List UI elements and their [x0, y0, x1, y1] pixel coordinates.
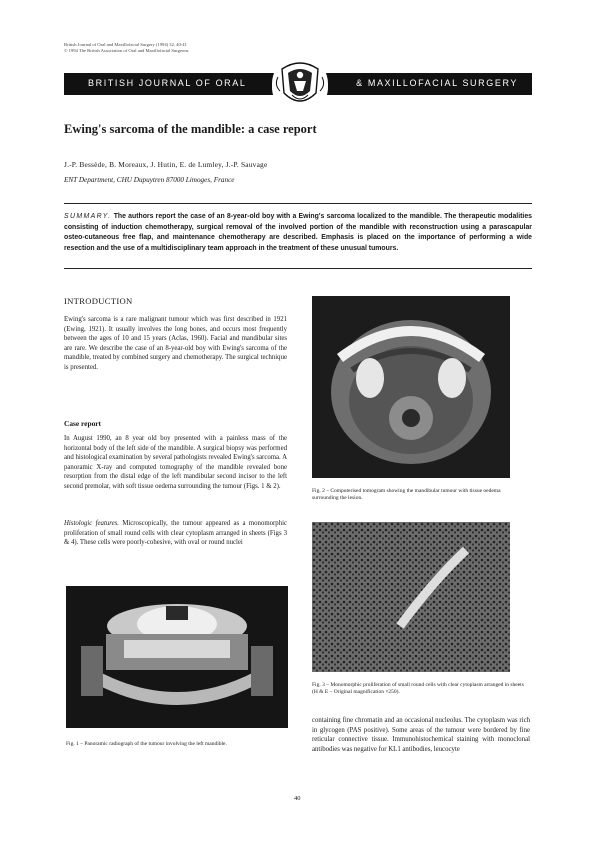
- figure-1-caption: Fig. 1 – Panoramic radiograph of the tumour involving the left mandible.: [66, 741, 227, 747]
- summary-top-rule: [64, 203, 532, 204]
- figure-3-histology: [312, 522, 510, 672]
- summary-text: The authors report the case of an 8-year-old boy with a Ewing's sarcoma localized to the mandible. The therapeutic modalities consisting of induction chemotherapy, surgical removal of the involved portion of the mandible with reconstruction using a parascapular osteo-cutaneous free flap, and maintenance chemotherapy are described. Emphasis is placed on the importance of performing a wide resection and the use of a multidisciplinary team approach in the treatment of these unusual tumours.: [64, 213, 532, 252]
- figure-3-caption: Fig. 3 – Monomorphic proliferation of small round cells with clear cytoplasm arranged in sheets (H & E – Original magnification ×250).: [312, 682, 524, 696]
- intro-heading: INTRODUCTION: [64, 296, 133, 306]
- histology-continued-text: containing fine chromatin and an occasional nucleolus. The cytoplasm was rich in glycogen (PAS positive). Some areas of the tumour were bordered by fine reticular connective tissue. Immunohistochemical staining with monoclonal antibodies was negative for KL1 antibodies, leucocyte: [312, 717, 530, 753]
- histology-paragraph: [64, 519, 287, 548]
- journal-meta: [64, 42, 188, 54]
- article-title: Ewing's sarcoma of the mandible: a case report: [64, 122, 317, 136]
- histology-text: Microscopically, the tumour appeared as a monomorphic proliferation of small round cells with clear cytoplasm arranged in sheets (Figs 3 & 4). These cells were poorly-cohesive, with oval or round nuclei: [64, 520, 287, 547]
- page-number: 40: [294, 795, 301, 802]
- journal-crest-icon: [272, 55, 328, 113]
- banner-left-text: BRITISH JOURNAL OF ORAL: [88, 78, 247, 88]
- histology-label: Histologic features.: [64, 520, 119, 527]
- figure-2-ct-scan: [312, 296, 510, 478]
- intro-text: Ewing's sarcoma is a rare malignant tumour which was first described in 1921 (Ewing, 1921). It usually involves the long bones, and occurs most frequently between the ages of 10 and 15 years (Aclas, 1960). Facial and mandibular sites are rare. We describe the case of an 8-year-old boy with Ewing's sarcoma of the mandible, treated by combined surgery and chemotherapy. The surgical technique is presented.: [64, 316, 287, 371]
- article-affiliation: ENT Department, CHU Dupuytren 87000 Limoges, France: [64, 176, 235, 184]
- figure-1-panoramic-xray: [66, 586, 288, 728]
- banner-right-text: & MAXILLOFACIAL SURGERY: [356, 78, 518, 88]
- case-report-heading: Case report: [64, 419, 102, 428]
- article-summary: [64, 212, 532, 254]
- figure-2-caption: Fig. 2 – Computerised tomogram showing the mandibular tumour with tissue oedema surrounding the lesion.: [312, 488, 501, 502]
- summary-bottom-rule: [64, 268, 532, 269]
- journal-meta-line1: British Journal of Oral and Maxillofacial Surgery (1994) 32, 40-41: [64, 42, 187, 47]
- case-report-text: In August 1990, an 8 year old boy presented with a painless mass of the horizontal body of the left side of the mandible. A surgical biopsy was performed and histological examination by several pathologists revealed Ewing's sarcoma. A panoramic X-ray and computed tomography of the mandible revealed bone resorption from the distal edge of the left mandibular second incisor to the left second premolar, with soft tissue oedema surrounding the tumour (Figs. 1 & 2).: [64, 435, 287, 490]
- summary-label: SUMMARY.: [64, 213, 112, 220]
- journal-meta-line2: © 1994 The British Association of Oral and Maxillofacial Surgeons: [64, 48, 189, 53]
- article-authors: J.-P. Bessède, B. Moreaux, J. Hutin, E. de Lumley, J.-P. Sauvage: [64, 160, 268, 169]
